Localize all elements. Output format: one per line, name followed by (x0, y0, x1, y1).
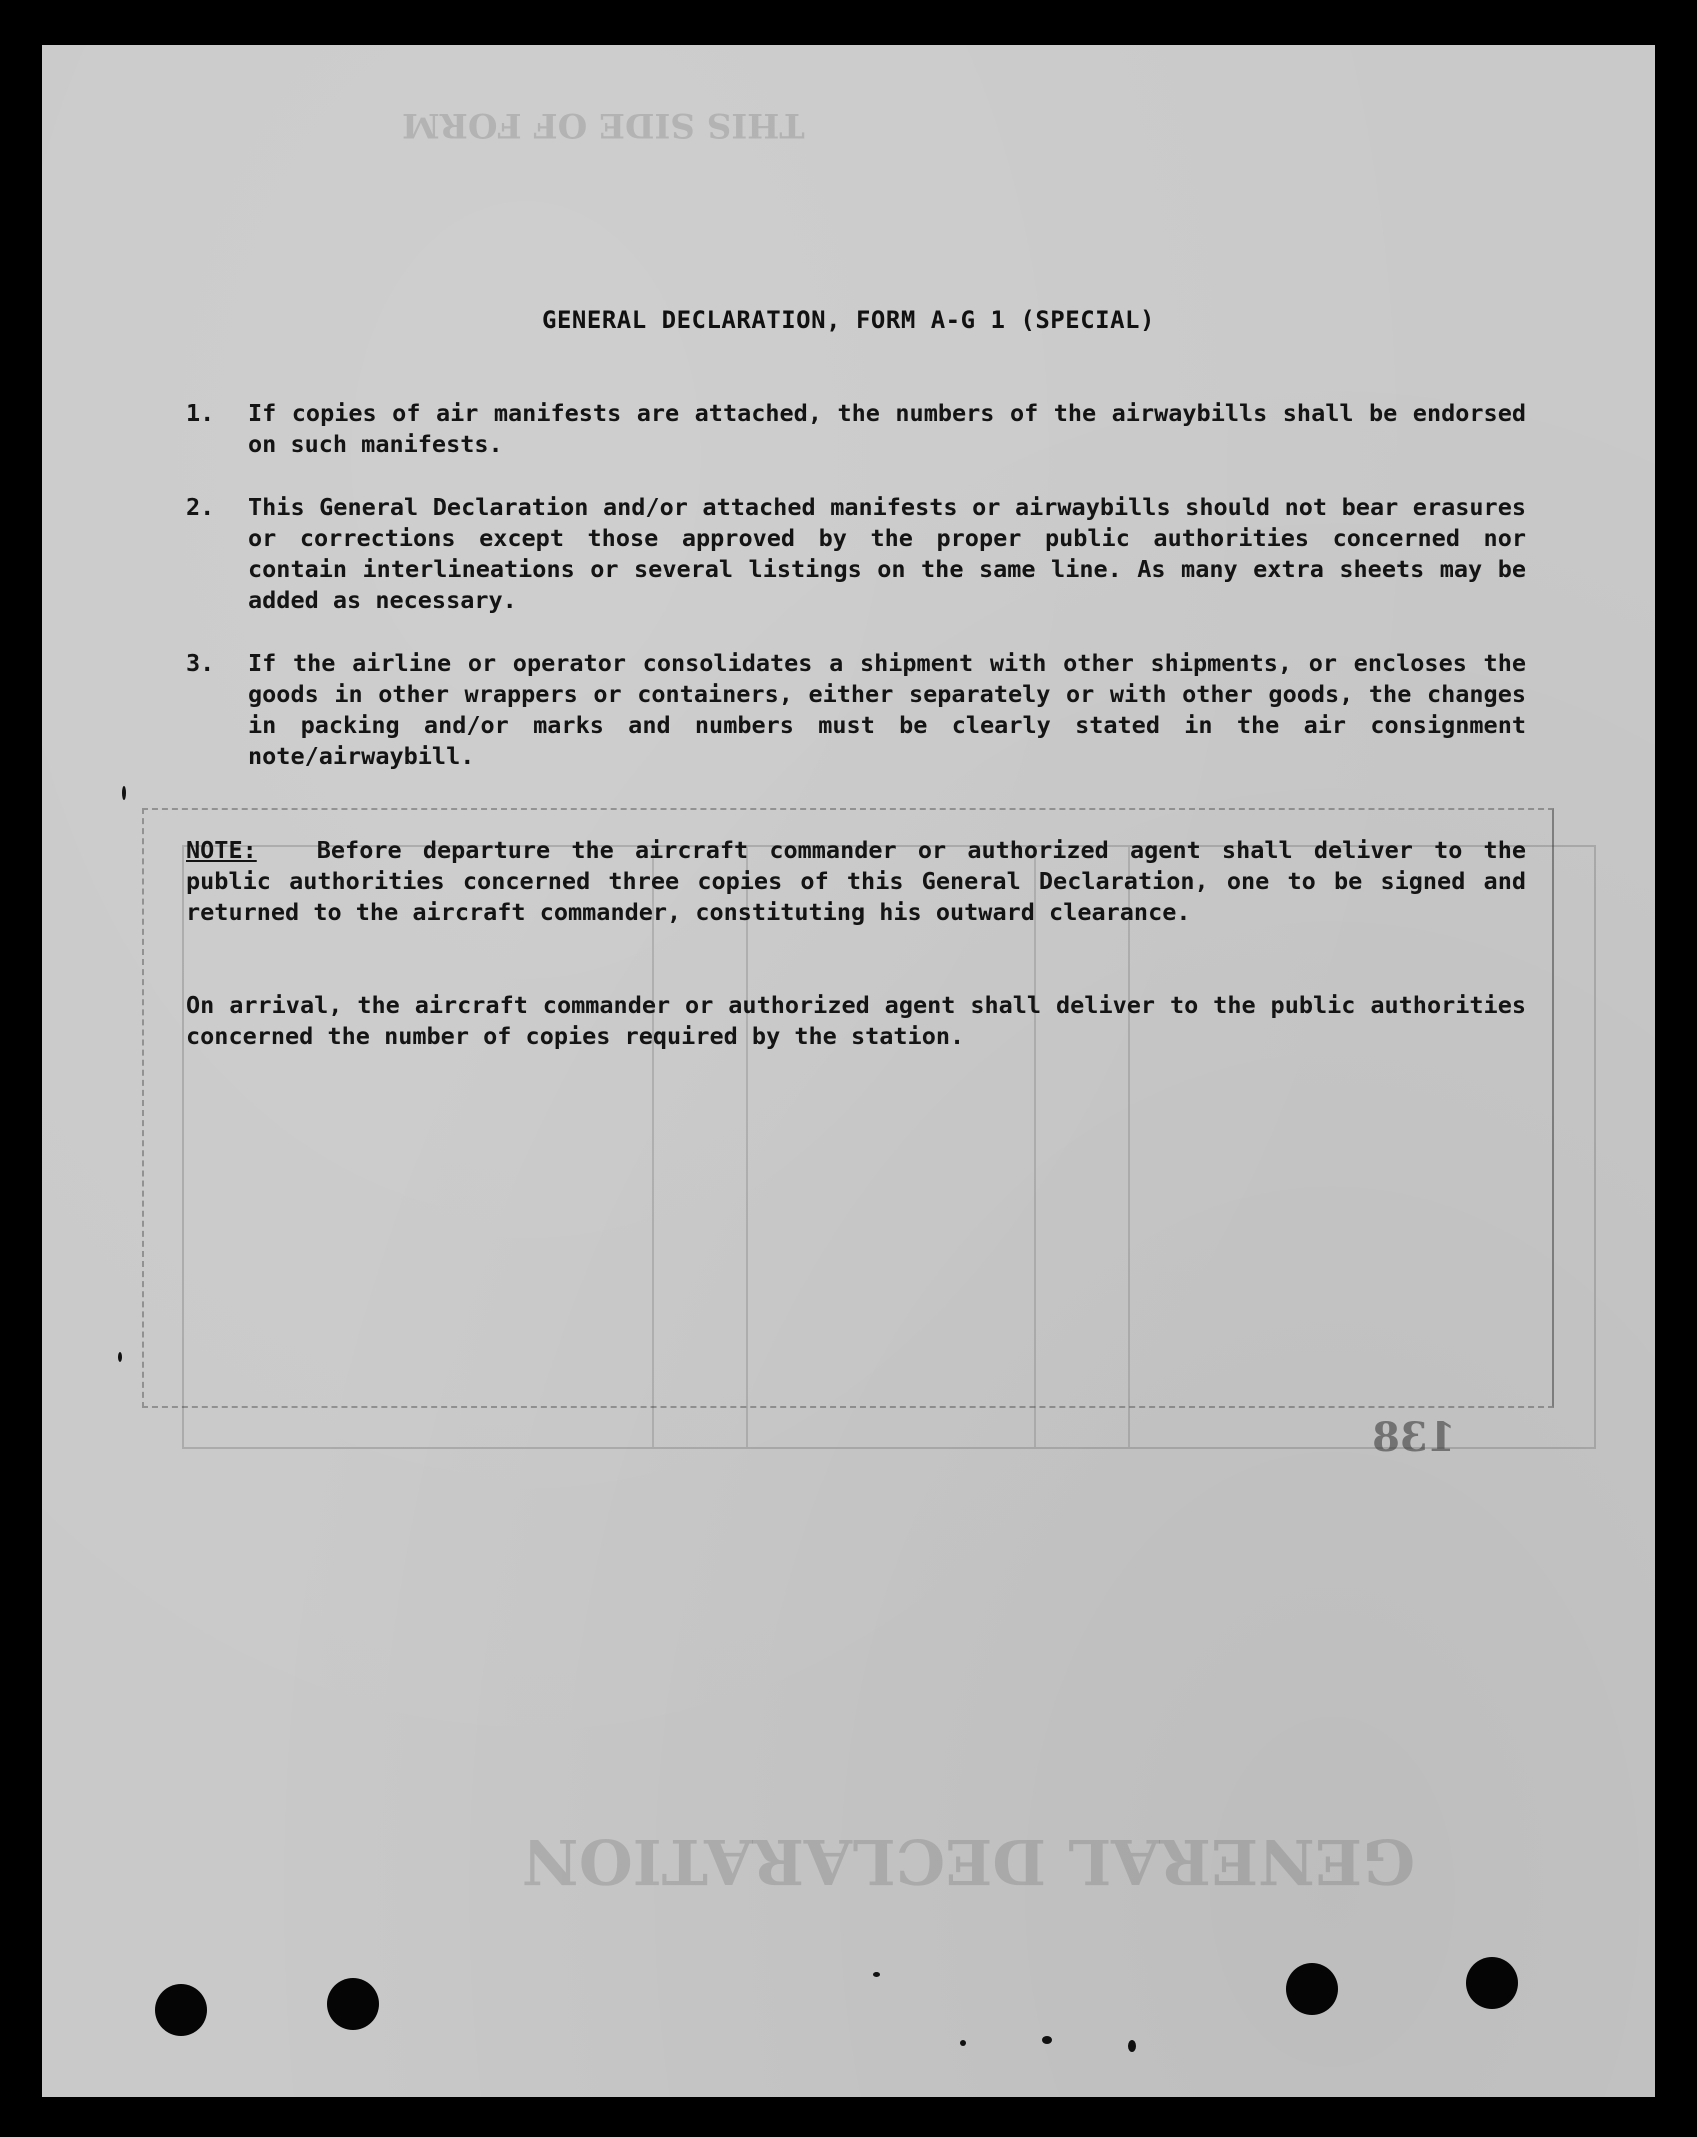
bleed-through-heading: GENERAL DECLARATION (522, 1825, 1416, 1898)
speck (1042, 2036, 1052, 2044)
punch-hole-1 (155, 1984, 207, 2036)
page-stamp: 138 (1372, 1414, 1456, 1461)
note-paragraph-2 (186, 990, 1526, 1052)
item-number: 3. (186, 649, 215, 677)
item-text: If the airline or operator consolidates a shipment with other shipments, or encloses the goods in other wrappers or containers, either separately or with other goods, the changes in packing and/or marks and numbers must be clearly stated in the air consignment note/airwaybill. (248, 649, 1526, 770)
instruction-item-2 (186, 492, 1526, 616)
speck (960, 2040, 966, 2046)
item-text: If copies of air manifests are attached, the numbers of the airwaybills shall be endorsed on such manifests. (248, 399, 1526, 458)
speck (873, 1972, 880, 1977)
note-label: NOTE: (186, 836, 257, 864)
punch-hole-2 (327, 1978, 379, 2030)
page-title: GENERAL DECLARATION, FORM A-G 1 (SPECIAL) (542, 306, 1155, 334)
item-number: 1. (186, 399, 215, 427)
note-paragraph-1 (186, 835, 1526, 928)
speck (1128, 2040, 1136, 2052)
instruction-item-3 (186, 648, 1526, 772)
note-text-1: Before departure the aircraft commander or authorized agent shall deliver to the public authorities concerned three copies of this General Declaration, one to be signed and returned to the aircraft commander, constituting his outward clearance. (186, 836, 1526, 926)
item-number: 2. (186, 493, 215, 521)
note-text-2: On arrival, the aircraft commander or authorized agent shall deliver to the public authorities concerned the number of copies required by the station. (186, 991, 1526, 1050)
speck (122, 786, 126, 800)
item-text: This General Declaration and/or attached manifests or airwaybills should not bear erasures or corrections except those approved by the proper public authorities concerned nor contain interlineations or several listings on the same line. As many extra sheets may be added as necessary. (248, 493, 1526, 614)
bleed-through-line: THIS SIDE OF FORM (402, 105, 805, 145)
punch-hole-3 (1286, 1963, 1338, 2015)
speck (118, 1352, 122, 1362)
punch-hole-4 (1466, 1957, 1518, 2009)
instruction-item-1 (186, 398, 1526, 460)
